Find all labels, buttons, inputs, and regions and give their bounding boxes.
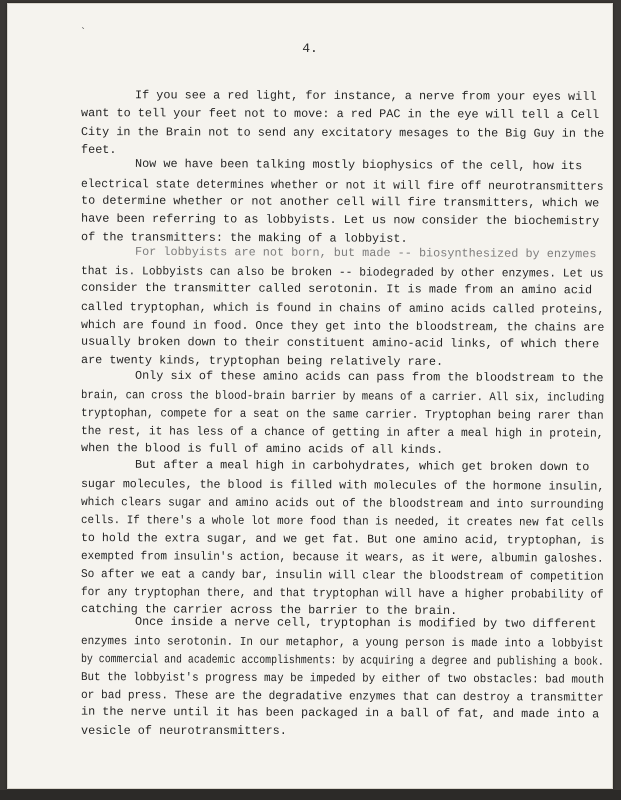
text-line: vesicle of neurotransmitters. <box>81 724 287 738</box>
text-line: exempted from insulin's action, because it wears, as it were, albumin galoshes. <box>80 549 604 566</box>
text-line: have been referring to as lobbyists. Let us now consider the biochemistry <box>80 211 600 229</box>
text-line: Once inside a nerve cell, tryptophan is modified by two different <box>134 614 597 632</box>
text-line: called tryptophan, which is found in chains of amino acids called proteins, <box>80 300 605 317</box>
text-line: tryptophan, compete for a seat on the same carrier. Tryptophan being rarer than <box>80 406 604 423</box>
text-line: for any tryptophan there, and that tryptophan will have a higher probability of <box>80 585 604 602</box>
document-page <box>7 3 613 789</box>
text-line: by commercial and academic accomplishments: by acquiring a degree and publishing a book. <box>80 652 604 669</box>
text-line: catching the carrier across the barrier to the brain. <box>80 602 458 618</box>
text-line: But after a meal high in carbohydrates, which get broken down to <box>134 457 590 475</box>
text-line: to hold the extra sugar, and we get fat. But one amino acid, tryptophan, is <box>80 531 605 548</box>
text-line: in the nerve until it has been packaged in a ball of fat, and made into a <box>80 704 600 722</box>
text-line: usually broken down to their constituent amino-acid links, of which there <box>80 334 600 352</box>
text-line: when the blood is full of amino acids of all kinds. <box>80 441 444 457</box>
text-line: brain, can cross the blood-brain barrier by means of a carrier. All six, including <box>80 388 605 405</box>
text-line: So after we eat a candy bar, insulin will clear the bloodstream of competition <box>80 567 604 584</box>
text-line: For lobbyists are not born, but made -- biosynthesized by enzymes <box>134 244 597 262</box>
text-line: want to tell your feet not to move: a red PAC in the eye will tell a Cell <box>80 106 600 122</box>
text-line: But the lobbyist's progress may be impeded by either of two obstacles: bad mouth <box>80 670 605 687</box>
text-line: are twenty kinds, tryptophan being relatively rare. <box>80 353 444 369</box>
text-line: Now we have been talking mostly biophysics of the cell, how its <box>134 156 583 174</box>
text-line: City in the Brain not to send any excitatory mesages to the Big Guy in the <box>80 125 605 141</box>
text-line: that is. Lobbyists can also be broken -- biodegraded by other enzymes. Let us <box>80 264 604 281</box>
stray-mark: ˋ <box>81 27 86 38</box>
text-line: which are found in food. Once they get into the bloodstream, the chains are <box>80 318 605 335</box>
scan-background-strip <box>0 790 621 800</box>
text-line: to determine whether or not another cell will fire transmitters, which we <box>80 193 600 211</box>
text-line: Only six of these amino acids can pass from the bloodstream to the <box>134 368 604 386</box>
text-line: or bad press. These are the degradative enzymes that can destroy a transmitter <box>80 688 604 705</box>
text-line: If you see a red light, for instance, a nerve from your eyes will <box>134 88 597 104</box>
text-line: enzymes into serotonin. In our metaphor, a young person is made into a lobbyist <box>80 634 604 651</box>
text-line: consider the transmitter called serotonin. It is made from an amino acid <box>80 280 593 298</box>
text-line: which clears sugar and amino acids out of the bloodstream and into surrounding <box>80 495 604 512</box>
text-line: feet. <box>81 143 117 157</box>
text-line: cells. If there's a whole lot more food than is needed, it creates new fat cells <box>80 513 605 530</box>
text-line: of the transmitters: the making of a lobbyist. <box>80 230 408 246</box>
text-line: electrical state determines whether or not it will fire off neurotransmitters <box>80 177 604 194</box>
text-line: sugar molecules, the blood is filled with molecules of the hormone insulin, <box>80 477 605 494</box>
page-number: 4. <box>302 41 318 56</box>
text-line: the rest, it has less of a chance of getting in after a meal high in protein, <box>80 424 604 441</box>
